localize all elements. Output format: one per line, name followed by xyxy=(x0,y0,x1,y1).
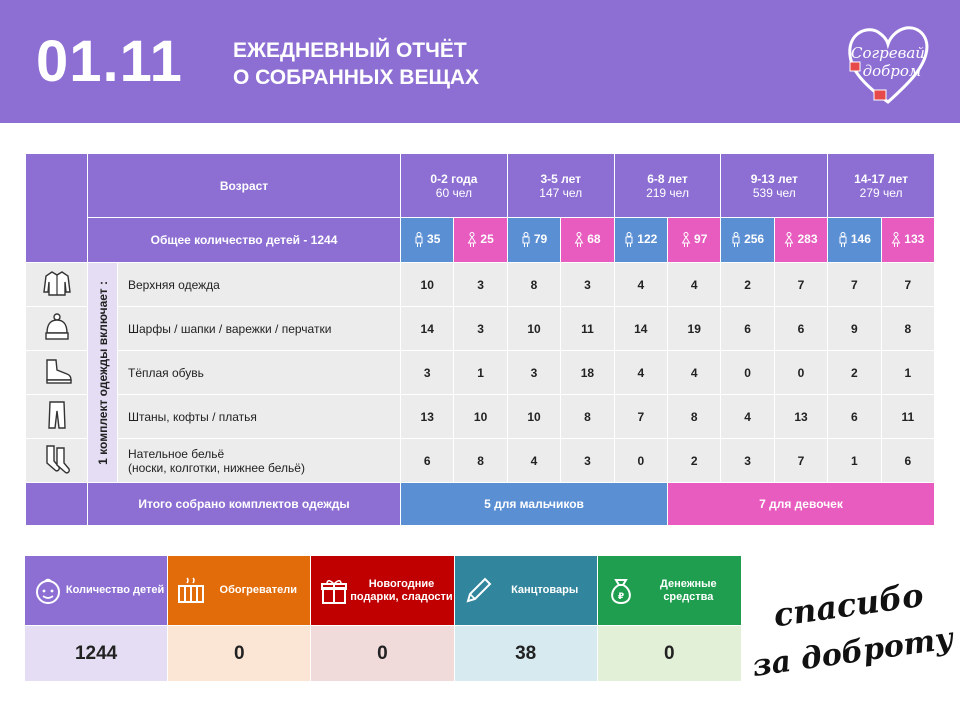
kit-includes-label: 1 комплект одежды включает : xyxy=(88,263,118,483)
pants-icon-cell xyxy=(26,395,88,439)
boy-icon xyxy=(838,232,848,248)
summary-column xyxy=(455,556,598,681)
pencil-icon xyxy=(463,576,493,606)
value-cell: 8 xyxy=(881,307,934,351)
summary-value: 0 xyxy=(168,625,310,681)
value-cell: 10 xyxy=(507,307,560,351)
value-cell: 14 xyxy=(401,307,454,351)
value-cell: 3 xyxy=(561,439,614,483)
heart-logo-icon xyxy=(842,18,934,110)
boy-icon xyxy=(731,232,741,248)
boot-icon xyxy=(41,356,73,386)
socks-icon-cell xyxy=(26,439,88,483)
summary-value: 1244 xyxy=(25,625,167,681)
value-cell: 1 xyxy=(828,439,881,483)
summary-column xyxy=(168,556,311,681)
summary-value: 38 xyxy=(455,625,597,681)
summary-header xyxy=(168,556,310,625)
girls-count: 283 xyxy=(774,218,827,263)
girls-count: 68 xyxy=(561,218,614,263)
summary-header xyxy=(598,556,741,625)
summary-label: Количество детей xyxy=(65,584,165,596)
totals-corner xyxy=(26,483,88,526)
value-cell: 0 xyxy=(721,351,774,395)
girl-icon xyxy=(467,232,477,248)
summary-label: Денежные средства xyxy=(660,577,717,603)
logo-text-1: Согревай xyxy=(851,44,925,62)
summary-header xyxy=(455,556,597,625)
value-cell: 8 xyxy=(668,395,721,439)
girls-count: 133 xyxy=(881,218,934,263)
value-cell: 7 xyxy=(614,395,667,439)
girls-total: 7 для девочек xyxy=(668,483,935,526)
value-cell: 2 xyxy=(668,439,721,483)
age-group-header: 3-5 лет 147 чел xyxy=(507,154,614,218)
corner-cell xyxy=(26,154,88,263)
value-cell: 14 xyxy=(614,307,667,351)
age-group-header: 0-2 года 60 чел xyxy=(401,154,508,218)
value-cell: 8 xyxy=(561,395,614,439)
value-cell: 4 xyxy=(614,263,667,307)
value-cell: 0 xyxy=(614,439,667,483)
value-cell: 1 xyxy=(454,351,507,395)
boy-icon xyxy=(521,232,531,248)
boys-count: 256 xyxy=(721,218,774,263)
value-cell: 3 xyxy=(721,439,774,483)
value-cell: 7 xyxy=(828,263,881,307)
value-cell: 2 xyxy=(828,351,881,395)
jacket-icon-cell xyxy=(26,263,88,307)
value-cell: 3 xyxy=(454,263,507,307)
value-cell: 9 xyxy=(828,307,881,351)
clothing-item-label: Штаны, кофты / платья xyxy=(118,395,401,439)
value-cell: 11 xyxy=(881,395,934,439)
summary-value: 0 xyxy=(598,625,741,681)
summary-label: Новогодние подарки, сладости xyxy=(350,577,453,603)
summary-value: 0 xyxy=(311,625,453,681)
value-cell: 3 xyxy=(507,351,560,395)
report-date: 01.11 xyxy=(36,29,183,94)
value-cell: 3 xyxy=(401,351,454,395)
boys-count: 35 xyxy=(401,218,454,263)
age-label: Возраст xyxy=(88,154,401,218)
age-group-header: 9-13 лет 539 чел xyxy=(721,154,828,218)
value-cell: 6 xyxy=(721,307,774,351)
thanks-line-2: за доброту xyxy=(750,621,956,684)
value-cell: 0 xyxy=(774,351,827,395)
value-cell: 2 xyxy=(721,263,774,307)
clothing-item-label: Шарфы / шапки / варежки / перчатки xyxy=(118,307,401,351)
value-cell: 1 xyxy=(881,351,934,395)
value-cell: 6 xyxy=(401,439,454,483)
summary-header xyxy=(25,556,167,625)
girls-count: 97 xyxy=(668,218,721,263)
summary-column xyxy=(598,556,741,681)
boot-icon-cell xyxy=(26,351,88,395)
girl-icon xyxy=(574,232,584,248)
report-title xyxy=(233,37,479,91)
value-cell: 3 xyxy=(454,307,507,351)
value-cell: 3 xyxy=(561,263,614,307)
girl-icon xyxy=(891,232,901,248)
value-cell: 4 xyxy=(507,439,560,483)
value-cell: 4 xyxy=(614,351,667,395)
money-bag-icon xyxy=(606,576,636,606)
header-banner xyxy=(0,0,960,123)
gift-icon xyxy=(319,576,349,606)
value-cell: 7 xyxy=(774,439,827,483)
svg-text:₽: ₽ xyxy=(617,591,624,602)
boys-count: 146 xyxy=(828,218,881,263)
boy-icon xyxy=(414,232,424,248)
report-title-line-1: ЕЖЕДНЕВНЫЙ ОТЧЁТ xyxy=(233,39,467,62)
value-cell: 6 xyxy=(774,307,827,351)
value-cell: 7 xyxy=(881,263,934,307)
hat-icon xyxy=(42,312,72,342)
value-cell: 8 xyxy=(507,263,560,307)
hat-icon-cell xyxy=(26,307,88,351)
socks-icon xyxy=(42,443,72,475)
boys-count: 122 xyxy=(614,218,667,263)
value-cell: 7 xyxy=(774,263,827,307)
value-cell: 4 xyxy=(668,351,721,395)
age-group-header: 14-17 лет 279 чел xyxy=(828,154,935,218)
report-title-line-2: О СОБРАННЫХ ВЕЩАХ xyxy=(233,66,480,89)
value-cell: 4 xyxy=(721,395,774,439)
value-cell: 6 xyxy=(828,395,881,439)
child-face-icon xyxy=(33,576,63,606)
summary-label: Обогреватели xyxy=(219,584,298,596)
total-children-label: Общее количество детей - 1244 xyxy=(88,218,401,263)
thanks-line-1: спасибо xyxy=(771,575,926,635)
summary-header xyxy=(311,556,453,625)
age-group-header: 6-8 лет 219 чел xyxy=(614,154,721,218)
summary-label: Канцтовары xyxy=(511,584,579,596)
value-cell: 13 xyxy=(774,395,827,439)
totals-label: Итого собрано комплектов одежды xyxy=(88,483,401,526)
girls-count: 25 xyxy=(454,218,507,263)
summary-column xyxy=(311,556,454,681)
value-cell: 8 xyxy=(454,439,507,483)
thanks-lettering xyxy=(750,575,956,684)
value-cell: 4 xyxy=(668,263,721,307)
jacket-icon xyxy=(42,268,72,298)
summary-column xyxy=(25,556,168,681)
girl-icon xyxy=(681,232,691,248)
value-cell: 19 xyxy=(668,307,721,351)
clothing-table xyxy=(25,153,935,526)
girl-icon xyxy=(784,232,794,248)
value-cell: 13 xyxy=(401,395,454,439)
boys-total: 5 для мальчиков xyxy=(401,483,668,526)
value-cell: 10 xyxy=(507,395,560,439)
clothing-item-label: Нательное бельё (носки, колготки, нижнее бельё) xyxy=(118,439,401,483)
boy-icon xyxy=(624,232,634,248)
logo-text-2: добром xyxy=(862,62,922,80)
value-cell: 10 xyxy=(454,395,507,439)
value-cell: 11 xyxy=(561,307,614,351)
pants-icon xyxy=(42,399,72,431)
value-cell: 18 xyxy=(561,351,614,395)
clothing-item-label: Верхняя одежда xyxy=(118,263,401,307)
clothing-item-label: Тёплая обувь xyxy=(118,351,401,395)
boys-count: 79 xyxy=(507,218,560,263)
summary-panel xyxy=(25,556,741,681)
value-cell: 10 xyxy=(401,263,454,307)
heater-icon xyxy=(176,576,206,606)
value-cell: 6 xyxy=(881,439,934,483)
